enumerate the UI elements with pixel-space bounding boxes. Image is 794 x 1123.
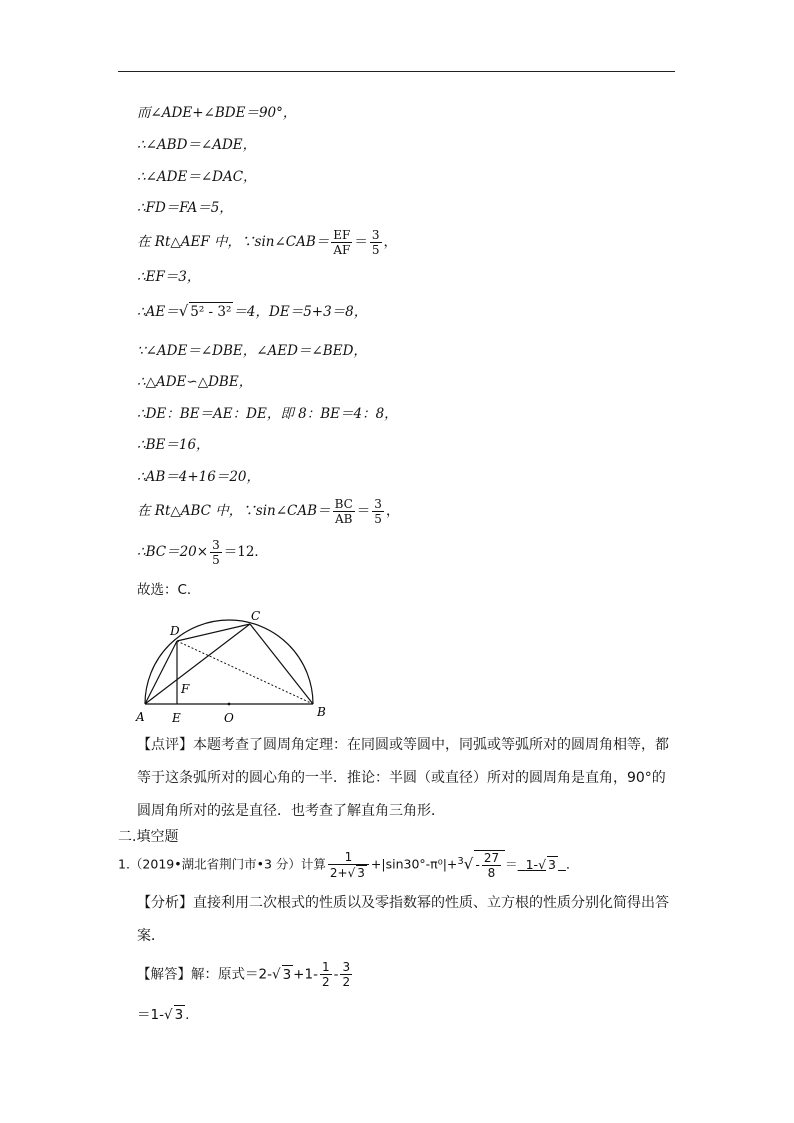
solution-conclusion: 故选：C．: [137, 582, 201, 598]
radical-sign: √: [163, 1007, 173, 1023]
fraction-27-8: [482, 851, 501, 880]
text: ＝4，DE＝5+3＝8，: [233, 304, 368, 320]
numerator: BC: [334, 497, 353, 511]
solution-line-9: ∴△ADE∽△DBE，: [137, 374, 253, 390]
section-title: 二.填空题: [118, 829, 179, 845]
answer-radicand: 3: [548, 856, 556, 872]
comma: ，: [385, 503, 400, 519]
text: +1-: [293, 966, 318, 983]
fraction-3-2: [340, 960, 352, 989]
question-prefix: 1.（2019•湖北省荆门市•3 分）计算: [118, 856, 326, 872]
analysis-paragraph: 【分析】直接利用二次根式的性质以及零指数幂的性质、立方根的性质分别化简得出答案．: [137, 895, 669, 944]
denominator-text: 2+: [329, 866, 348, 880]
solution-line-13: [137, 497, 399, 526]
solution-line-5: [137, 228, 397, 257]
numerator: 3: [371, 228, 380, 242]
solution-line-7: [137, 302, 367, 321]
denominator: 5: [371, 243, 380, 257]
question-1: [118, 850, 578, 880]
radical-sign: √: [463, 855, 474, 873]
label-e: E: [172, 711, 181, 725]
radical-sign: √: [271, 966, 281, 983]
radicand: 3: [357, 866, 365, 880]
radicand: 3: [282, 966, 292, 983]
numerator: 1: [321, 960, 330, 974]
answer-text: 1-: [525, 856, 539, 872]
solution-line-2: ∴∠ABD＝∠ADE，: [137, 137, 257, 153]
numerator: EF: [333, 228, 351, 242]
text: ∴AE＝: [137, 304, 179, 320]
text: 在 Rt△ABC 中，∵sin∠CAB＝: [137, 503, 331, 519]
segment-db-dashed: [177, 641, 313, 704]
equals: ＝: [356, 503, 371, 519]
denominator: AB: [334, 512, 353, 526]
page-header-rule: [118, 71, 675, 72]
fraction-3-5: [372, 497, 384, 526]
denominator: 8: [487, 866, 496, 880]
equals: ＝: [354, 234, 368, 250]
solution-line-6: ∴EF＝3，: [137, 269, 201, 285]
solution-line-1: 而∠ADE+∠BDE＝90°，: [137, 105, 297, 121]
fraction-1-2: [320, 960, 332, 989]
solution-line-8: ∵∠ADE＝∠DBE，∠AED＝∠BED，: [137, 343, 367, 359]
numerator: 3: [374, 497, 382, 511]
solution-line-11: ∴BE＝16，: [137, 437, 210, 453]
radical-sign: √: [178, 302, 189, 320]
radical-sign: √: [538, 856, 547, 872]
label-a: A: [136, 710, 145, 724]
fraction-ef-af: [331, 228, 352, 257]
solution-line-14: [137, 538, 268, 567]
text: 在 Rt△AEF 中，∵sin∠CAB＝: [137, 234, 330, 250]
fraction-1-over-2-plus-root3: [328, 850, 369, 880]
minus-sign: -: [475, 857, 480, 872]
abs-term: +|sin30°-π⁰|+: [370, 856, 458, 872]
radical-sign: √: [347, 866, 356, 880]
label-c: C: [251, 609, 261, 623]
text: ∴BC＝20×: [137, 544, 209, 560]
numerator: 27: [483, 851, 500, 865]
text: ＝12．: [223, 544, 268, 560]
solution-line-3: ∴∠ADE＝∠DAC，: [137, 169, 257, 185]
comment-paragraph: 【点评】本题考查了圆周角定理：在同圆或等圆中，同弧或等弧所对的圆周角相等，都等于这条弧所对的圆心角的一半．推论：半圆（或直径）所对的圆周角是直角，90°的圆周角所对的弦是直径．也考查了解直角三角形．: [137, 737, 669, 819]
cube-index: 3: [457, 855, 464, 867]
geometry-figure: [130, 604, 340, 728]
answer-blank: [518, 857, 566, 872]
fraction-3-5: [210, 538, 222, 567]
label-b: B: [317, 705, 326, 719]
denominator: AF: [333, 243, 351, 257]
denominator: 2: [321, 975, 330, 989]
fraction-bc-ab: [333, 497, 355, 526]
solve-line-2: [137, 1005, 189, 1024]
solution-line-12: ∴AB＝4+16＝20，: [137, 469, 261, 485]
radicand: 5² - 3²: [190, 304, 232, 320]
numerator: 3: [342, 960, 351, 974]
radicand: 3: [174, 1007, 184, 1023]
cube-root: [457, 850, 505, 880]
text: ＝1-: [137, 1007, 164, 1023]
numerator: 1: [328, 850, 369, 865]
denominator: 5: [212, 553, 220, 567]
fraction-3-5: [370, 228, 382, 257]
segment-ad: [145, 641, 177, 704]
solution-line-4: ∴FD＝FA＝5，: [137, 200, 233, 216]
label-o: O: [224, 711, 234, 725]
denominator: 2: [342, 975, 351, 989]
comma: ，: [383, 234, 398, 250]
period: ．: [565, 856, 579, 872]
solution-line-10: ∴DE：BE＝AE：DE，即 8：BE＝4：8，: [137, 406, 398, 422]
numerator: 3: [212, 538, 220, 552]
period: .: [185, 1007, 190, 1023]
label-d: D: [170, 624, 180, 638]
solve-line-1: [137, 960, 354, 989]
denominator: [328, 865, 369, 880]
label-f: F: [181, 682, 190, 696]
equals: ＝: [505, 856, 518, 872]
center-point-o: [228, 703, 231, 706]
denominator: 5: [374, 512, 382, 526]
solve-prefix: 【解答】解：原式＝2-: [137, 966, 272, 983]
cube-radicand: [474, 850, 505, 880]
minus-sign: -: [333, 966, 339, 983]
